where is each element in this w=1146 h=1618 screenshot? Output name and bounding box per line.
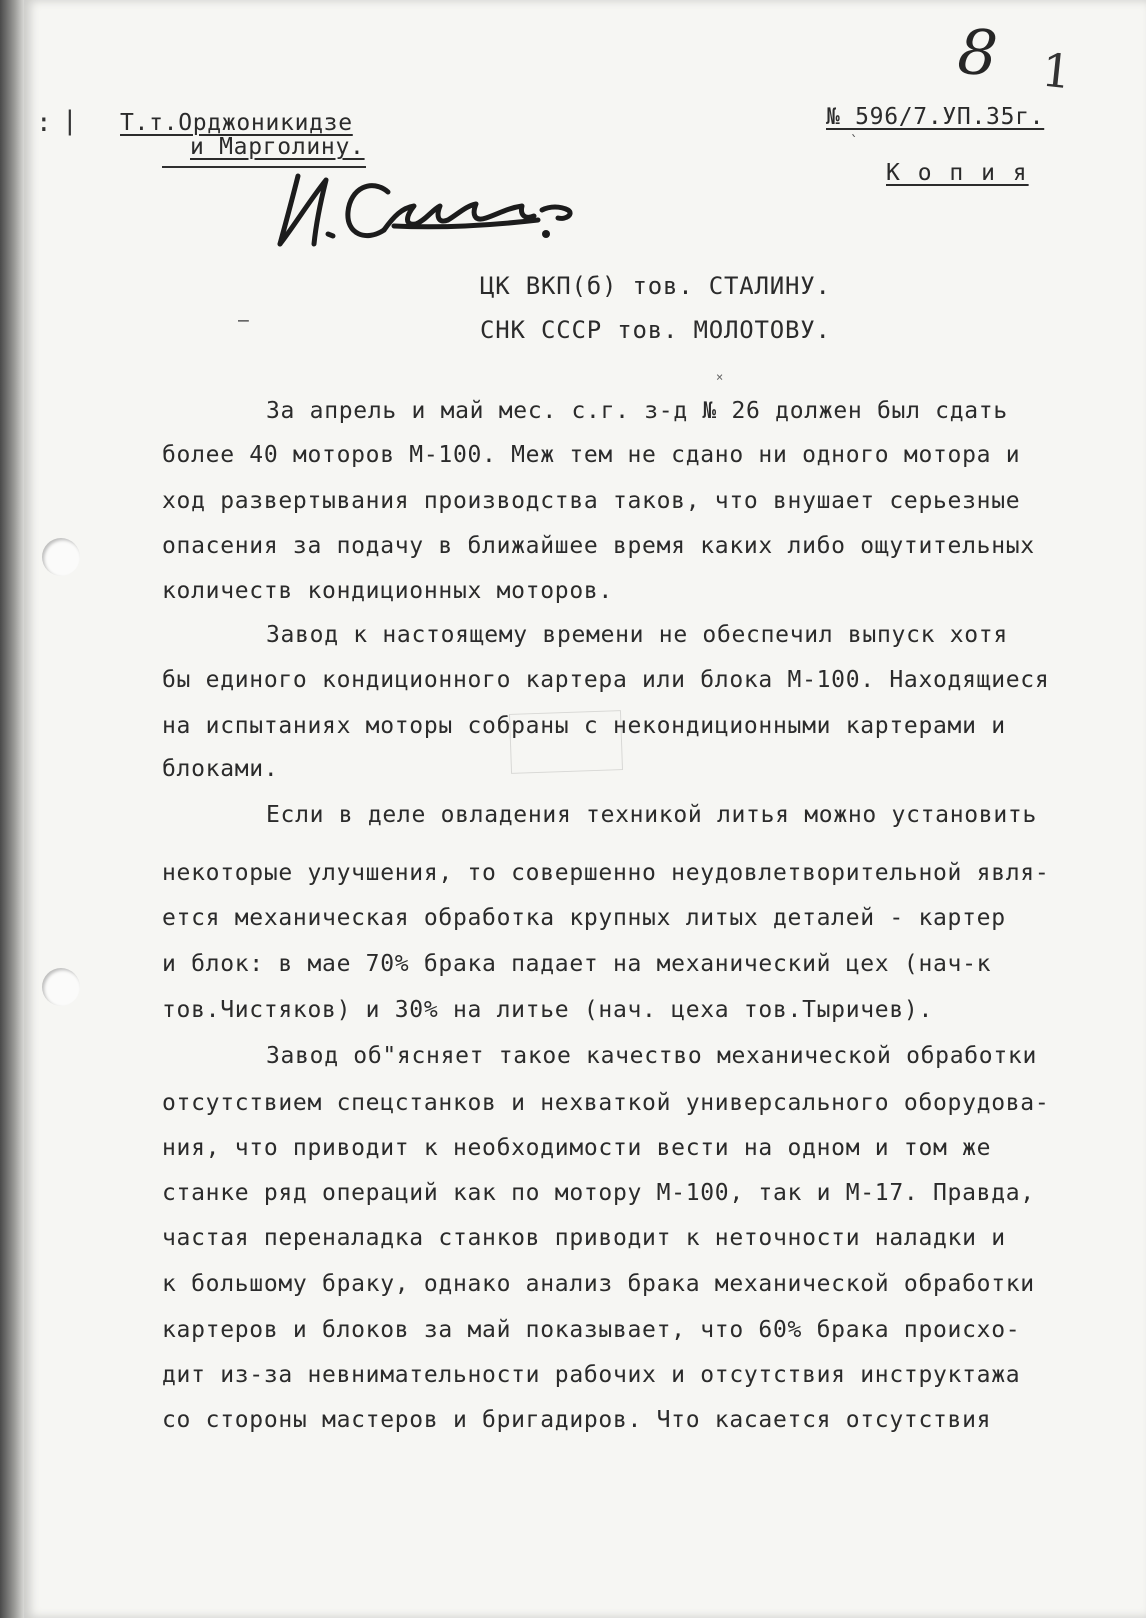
body-line: станке ряд операций как по мотору М-100, так и М-17. Правда, <box>162 1180 1035 1206</box>
body-line: со стороны мастеров и бригадиров. Что касается отсутствия <box>162 1407 992 1433</box>
recipients-line-2: и Марголину. <box>190 134 365 160</box>
margin-mark: | <box>62 106 78 136</box>
body-line: За апрель и май мес. с.г. з-д № 26 должен был сдать <box>266 398 1008 424</box>
body-line: Если в деле овладения техникой литья можно установить <box>266 802 1037 828</box>
body-line: некоторые улучшения, то совершенно неудовлетворительной явля- <box>162 860 1050 886</box>
handwritten-signature <box>276 170 606 260</box>
document-number: № 596/7.УП.35г. <box>826 104 1045 130</box>
body-line: Завод к настоящему времени не обеспечил выпуск хотя <box>266 622 1008 648</box>
folio-mark: 1 <box>1039 42 1075 100</box>
punch-hole <box>42 538 80 576</box>
stray-mark: × <box>716 370 724 384</box>
body-line: бы единого кондиционного картера или блока М-100. Находящиеся <box>162 667 1050 693</box>
body-line: количеств кондиционных моторов. <box>162 578 613 604</box>
address-line-1: ЦК ВКП(б) тов. СТАЛИНУ. <box>480 272 831 300</box>
stray-mark: — <box>238 310 249 331</box>
body-line: дит из-за невнимательности рабочих и отсутствия инструктажа <box>162 1362 1021 1388</box>
body-line: Завод об"ясняет такое качество механической обработки <box>266 1043 1037 1069</box>
body-line: ется механическая обработка крупных литых деталей - картер <box>162 905 1006 931</box>
body-line: картеров и блоков за май показывает, что 60% брака происхо- <box>162 1317 1021 1343</box>
body-line: отсутствием спецстанков и нехваткой универсального оборудова- <box>162 1090 1050 1116</box>
body-line: на испытаниях моторы собраны с некондиционными картерами и <box>162 713 1006 739</box>
body-line: тов.Чистяков) и 30% на литье (нач. цеха тов.Тыричев). <box>162 997 933 1023</box>
body-line: к большому браку, однако анализ брака механической обработки <box>162 1271 1035 1297</box>
body-line: частая переналадка станков приводит к неточности наладки и <box>162 1225 1006 1251</box>
scan-left-edge <box>0 0 24 1618</box>
body-line: и блок: в мае 70% брака падает на механический цех (нач-к <box>162 951 992 977</box>
address-line-2: СНК СССР тов. МОЛОТОВУ. <box>480 316 831 344</box>
body-line: ход развертывания производства таков, что внушает серьезные <box>162 488 1021 514</box>
margin-mark: : <box>36 108 52 138</box>
body-line: блоками. <box>162 756 279 782</box>
body-line: опасения за подачу в ближайшее время каких либо ощутительных <box>162 533 1035 559</box>
copy-label: К о п и я <box>886 160 1029 186</box>
recipients-line-1: Т.т.Орджоникидзе <box>120 110 353 136</box>
header-rule <box>162 166 366 168</box>
body-line: более 40 моторов М-100. Меж тем не сдано ни одного мотора и <box>162 442 1021 468</box>
folio-number: 8 <box>955 14 1000 91</box>
punch-hole <box>42 968 80 1006</box>
body-line: ния, что приводит к необходимости вести на одном и том же <box>162 1135 992 1161</box>
stray-mark: ` <box>850 134 859 150</box>
